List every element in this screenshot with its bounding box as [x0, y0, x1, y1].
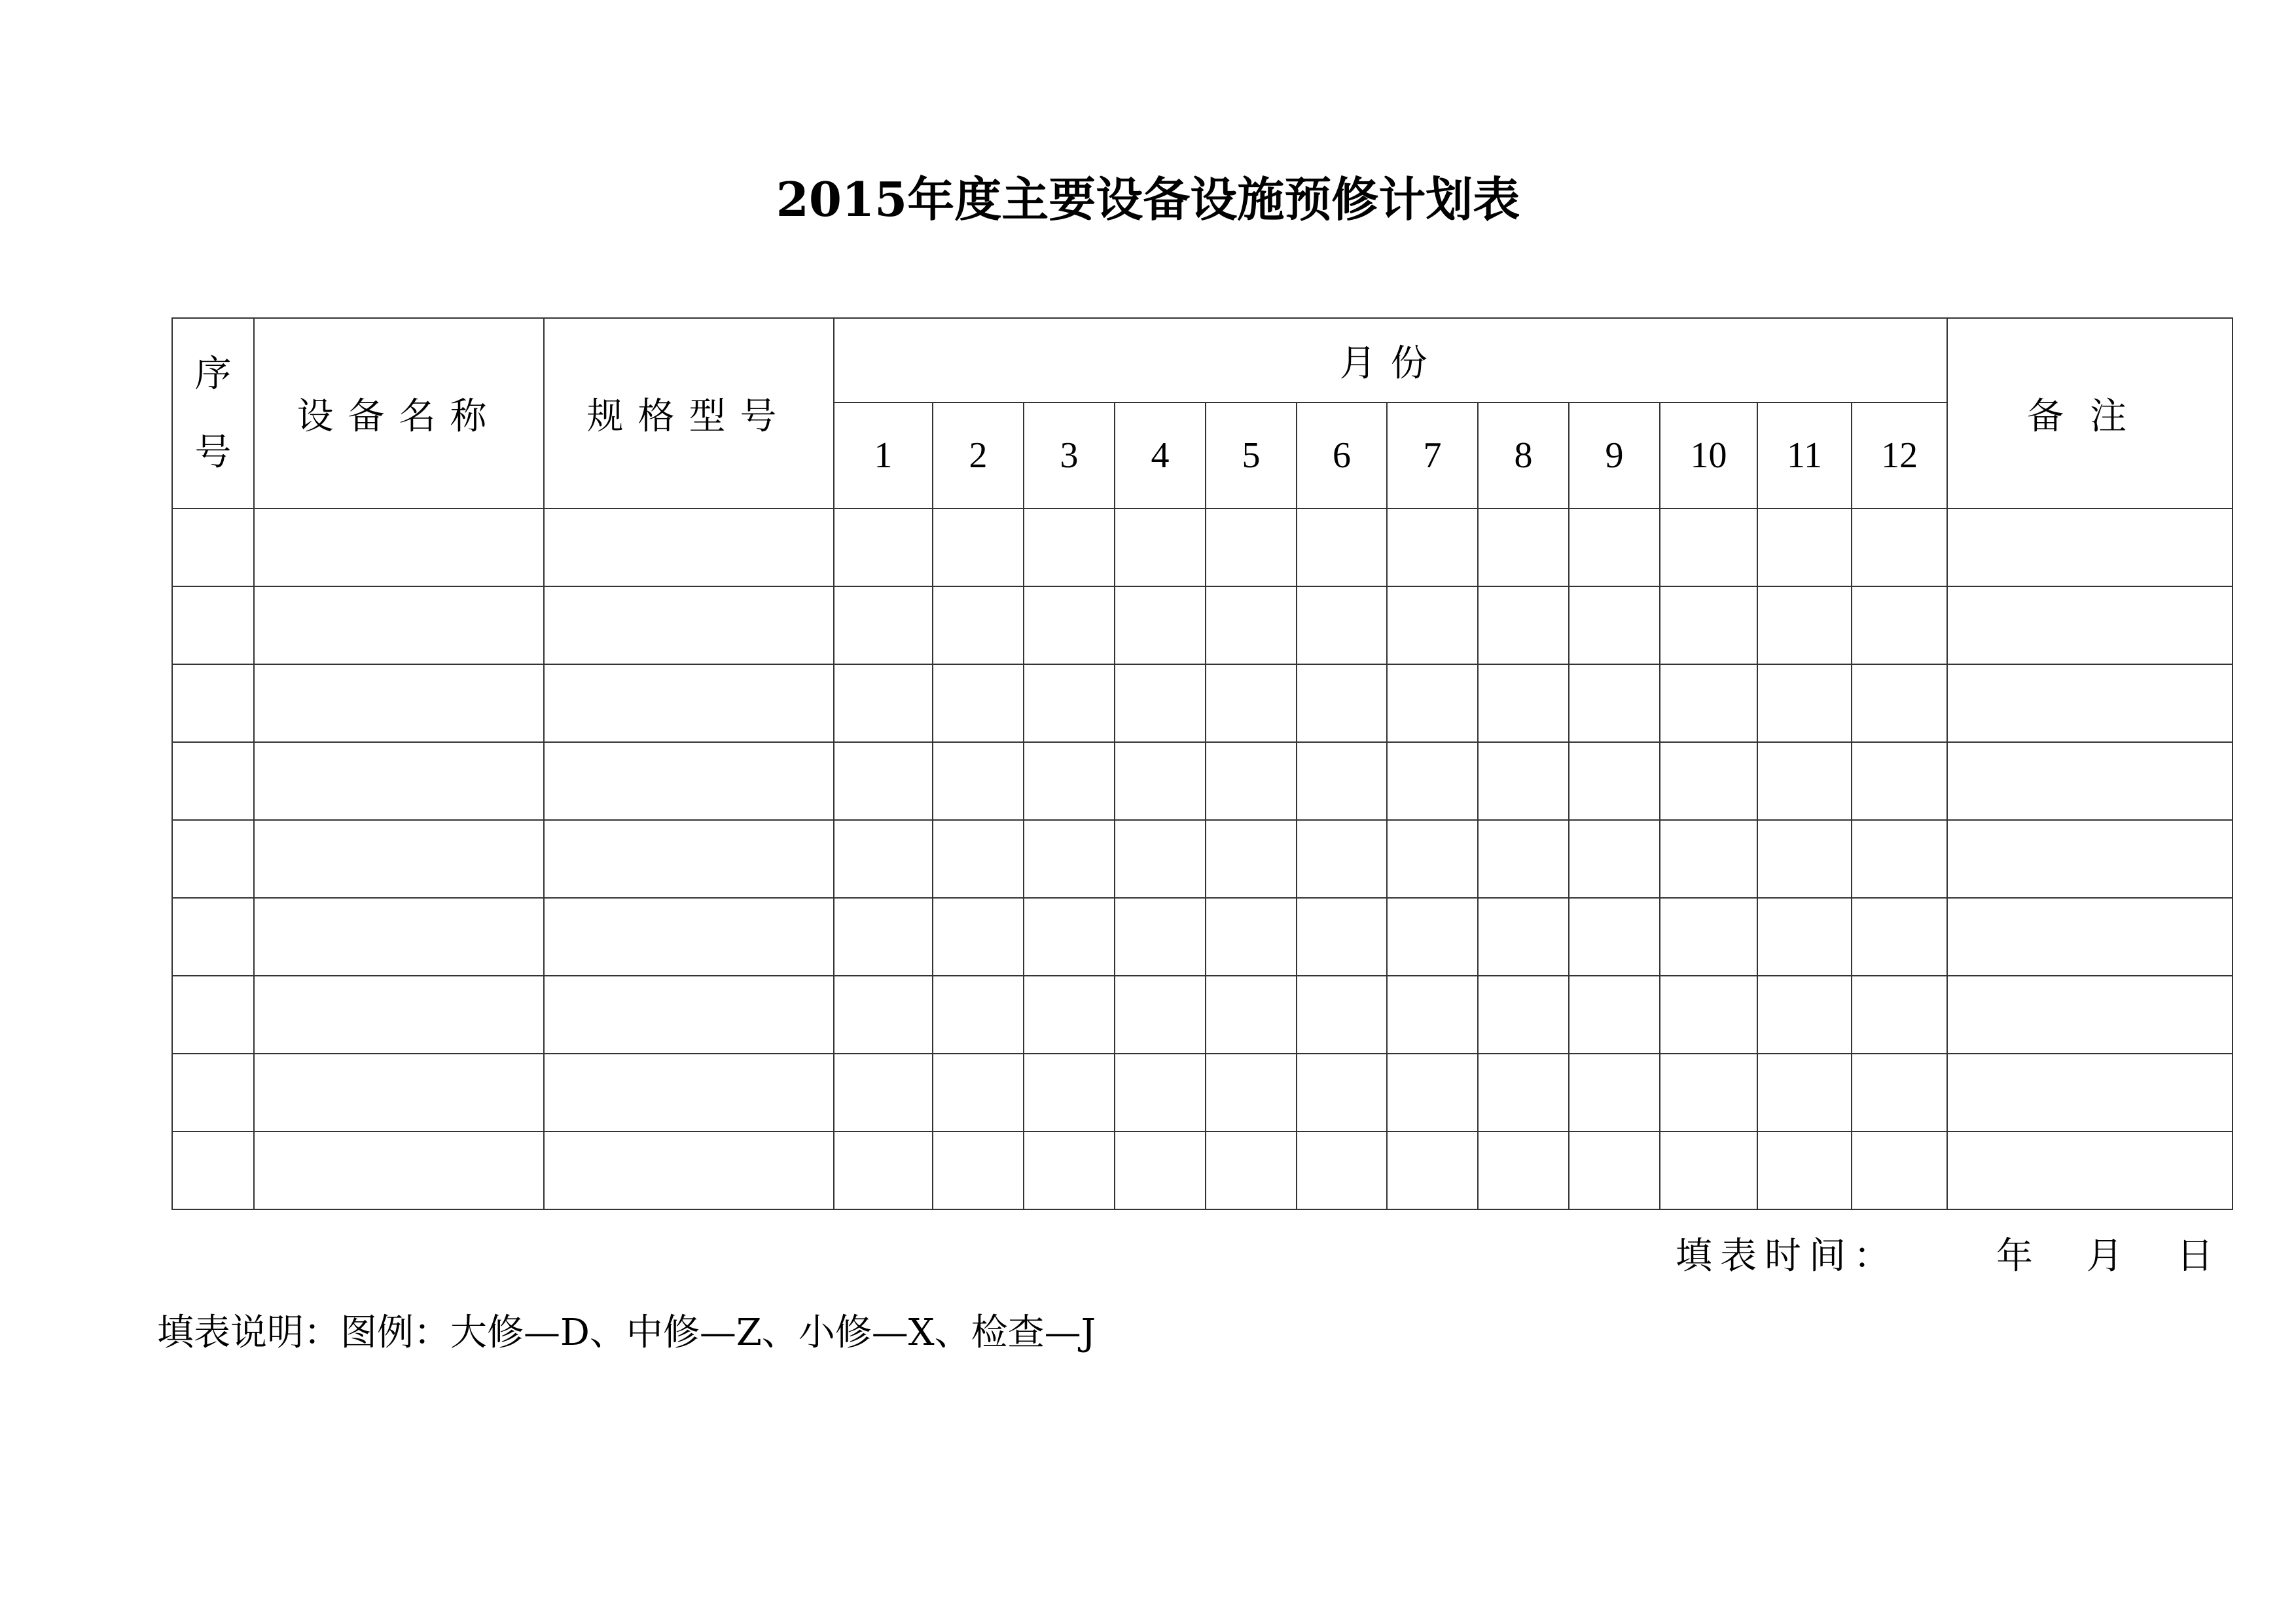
- table-cell[interactable]: [254, 1054, 544, 1132]
- table-cell[interactable]: [1852, 508, 1947, 586]
- table-cell[interactable]: [1757, 586, 1852, 664]
- table-cell[interactable]: [1852, 976, 1947, 1054]
- table-cell[interactable]: [834, 508, 933, 586]
- table-cell[interactable]: [1660, 1054, 1757, 1132]
- table-cell[interactable]: [254, 508, 544, 586]
- table-cell[interactable]: [1660, 508, 1757, 586]
- table-cell[interactable]: [544, 508, 834, 586]
- table-cell[interactable]: [1115, 586, 1206, 664]
- table-cell[interactable]: [544, 742, 834, 820]
- table-cell[interactable]: [1206, 508, 1297, 586]
- table-cell[interactable]: [1852, 1054, 1947, 1132]
- table-cell[interactable]: [254, 820, 544, 898]
- table-cell[interactable]: [1387, 664, 1478, 742]
- table-cell[interactable]: [1387, 586, 1478, 664]
- table-cell[interactable]: [1297, 976, 1387, 1054]
- header-month-4: 4: [1115, 402, 1206, 508]
- table-cell[interactable]: [1852, 664, 1947, 742]
- table-cell[interactable]: [834, 1054, 933, 1132]
- header-seq-top: 序: [194, 352, 232, 395]
- table-cell[interactable]: [172, 664, 254, 742]
- table-cell[interactable]: [1115, 742, 1206, 820]
- table-cell[interactable]: [1206, 976, 1297, 1054]
- table-row: [172, 586, 2233, 664]
- table-cell[interactable]: [1478, 898, 1569, 976]
- header-month-3: 3: [1024, 402, 1115, 508]
- table-cell[interactable]: [1387, 976, 1478, 1054]
- table-row: [172, 976, 2233, 1054]
- table-cell[interactable]: [1660, 898, 1757, 976]
- table-cell[interactable]: [1115, 508, 1206, 586]
- table-cell[interactable]: [1757, 1132, 1852, 1209]
- table-cell[interactable]: [1024, 1054, 1115, 1132]
- table-cell[interactable]: [1478, 820, 1569, 898]
- table-cell[interactable]: [1297, 820, 1387, 898]
- table-cell[interactable]: [1024, 664, 1115, 742]
- table-cell[interactable]: [1757, 664, 1852, 742]
- table-cell[interactable]: [1757, 820, 1852, 898]
- table-cell[interactable]: [172, 742, 254, 820]
- table-cell[interactable]: [1115, 664, 1206, 742]
- table-cell[interactable]: [1478, 664, 1569, 742]
- header-equipment-name: 设备名称: [254, 318, 544, 508]
- table-cell[interactable]: [1297, 508, 1387, 586]
- table-row: [172, 1132, 2233, 1209]
- table-cell[interactable]: [1024, 898, 1115, 976]
- table-cell[interactable]: [933, 976, 1024, 1054]
- table-cell[interactable]: [933, 586, 1024, 664]
- table-cell[interactable]: [1757, 976, 1852, 1054]
- table-cell[interactable]: [1206, 586, 1297, 664]
- table-cell[interactable]: [834, 898, 933, 976]
- table-cell[interactable]: [1569, 664, 1660, 742]
- table-cell[interactable]: [1852, 898, 1947, 976]
- header-month-12: 12: [1852, 402, 1947, 508]
- table-cell[interactable]: [1757, 1054, 1852, 1132]
- table-cell[interactable]: [1569, 1132, 1660, 1209]
- table-cell[interactable]: [933, 1132, 1024, 1209]
- table-cell[interactable]: [1569, 742, 1660, 820]
- header-spec-model: 规格型号: [544, 318, 834, 508]
- table-cell[interactable]: [544, 898, 834, 976]
- table-cell[interactable]: [172, 1132, 254, 1209]
- header-month-5: 5: [1206, 402, 1297, 508]
- page-title: 2015年度主要设备设施预修计划表: [776, 171, 1520, 227]
- table-cell[interactable]: [1947, 586, 2233, 664]
- table-cell[interactable]: [834, 820, 933, 898]
- table-cell[interactable]: [1852, 1132, 1947, 1209]
- table-cell[interactable]: [544, 1132, 834, 1209]
- table-cell[interactable]: [1569, 586, 1660, 664]
- table-cell[interactable]: [834, 664, 933, 742]
- table-cell[interactable]: [1569, 976, 1660, 1054]
- table-cell[interactable]: [1569, 898, 1660, 976]
- table-cell[interactable]: [1947, 820, 2233, 898]
- table-cell[interactable]: [1206, 664, 1297, 742]
- header-month-1: 1: [834, 402, 933, 508]
- table-cell[interactable]: [1757, 508, 1852, 586]
- table-cell[interactable]: [834, 1132, 933, 1209]
- table-cell[interactable]: [1387, 508, 1478, 586]
- table-cell[interactable]: [1387, 898, 1478, 976]
- table-cell[interactable]: [1947, 1132, 2233, 1209]
- fill-time-label: 填表时间：: [1676, 1235, 1898, 1277]
- table-cell[interactable]: [1387, 742, 1478, 820]
- table-cell[interactable]: [1024, 586, 1115, 664]
- header-seq: [172, 318, 254, 508]
- table-cell[interactable]: [544, 1054, 834, 1132]
- table-cell[interactable]: [933, 820, 1024, 898]
- table-cell[interactable]: [1947, 898, 2233, 976]
- table-cell[interactable]: [544, 976, 834, 1054]
- table-cell[interactable]: [172, 820, 254, 898]
- fill-time-date: 年 月 日: [1996, 1235, 2223, 1277]
- table-cell[interactable]: [1660, 976, 1757, 1054]
- table-cell[interactable]: [1297, 664, 1387, 742]
- table-cell[interactable]: [1115, 820, 1206, 898]
- table-cell[interactable]: [1478, 508, 1569, 586]
- maintenance-plan-table: [171, 317, 2233, 1210]
- table-cell[interactable]: [544, 586, 834, 664]
- table-cell[interactable]: [1569, 820, 1660, 898]
- table-cell[interactable]: [1387, 1132, 1478, 1209]
- table-cell[interactable]: [172, 586, 254, 664]
- table-cell[interactable]: [1660, 664, 1757, 742]
- table-cell[interactable]: [254, 976, 544, 1054]
- table-cell[interactable]: [1206, 820, 1297, 898]
- table-cell[interactable]: [172, 508, 254, 586]
- table-cell[interactable]: [1206, 1132, 1297, 1209]
- table-cell[interactable]: [254, 664, 544, 742]
- fill-instructions: 填表说明：图例：大修—D、中修—Z、小修—X、检查—J: [157, 1311, 1096, 1354]
- table-cell[interactable]: [254, 898, 544, 976]
- table-cell[interactable]: [1387, 820, 1478, 898]
- table-cell[interactable]: [544, 820, 834, 898]
- table-cell[interactable]: [1947, 1054, 2233, 1132]
- table-cell[interactable]: [1297, 1132, 1387, 1209]
- table-cell[interactable]: [1297, 898, 1387, 976]
- table-cell[interactable]: [1947, 742, 2233, 820]
- table-cell[interactable]: [1206, 742, 1297, 820]
- table-cell[interactable]: [1387, 1054, 1478, 1132]
- table-row: [172, 742, 2233, 820]
- header-month-2: 2: [933, 402, 1024, 508]
- table-row: [172, 664, 2233, 742]
- table-cell[interactable]: [1478, 976, 1569, 1054]
- table-cell[interactable]: [1947, 664, 2233, 742]
- table-cell[interactable]: [933, 1054, 1024, 1132]
- table-cell[interactable]: [544, 664, 834, 742]
- table-row: [172, 508, 2233, 586]
- table-cell[interactable]: [254, 1132, 544, 1209]
- table-cell[interactable]: [254, 586, 544, 664]
- header-seq-bottom: 号: [194, 431, 232, 474]
- table-row: [172, 898, 2233, 976]
- table-cell[interactable]: [1478, 1132, 1569, 1209]
- header-month-10: 10: [1660, 402, 1757, 508]
- table-cell[interactable]: [1478, 742, 1569, 820]
- table-cell[interactable]: [1024, 508, 1115, 586]
- table-cell[interactable]: [834, 742, 933, 820]
- table-cell[interactable]: [1660, 586, 1757, 664]
- table-cell[interactable]: [1852, 586, 1947, 664]
- table-cell[interactable]: [1478, 586, 1569, 664]
- table-cell[interactable]: [172, 898, 254, 976]
- table-cell[interactable]: [1757, 898, 1852, 976]
- header-month-6: 6: [1297, 402, 1387, 508]
- table-cell[interactable]: [1024, 1132, 1115, 1209]
- header-row-top: [172, 318, 2233, 402]
- table-cell[interactable]: [933, 664, 1024, 742]
- table-cell[interactable]: [1024, 742, 1115, 820]
- table-cell[interactable]: [933, 898, 1024, 976]
- table-row: [172, 1054, 2233, 1132]
- table-cell[interactable]: [1206, 1054, 1297, 1132]
- header-month-11: 11: [1757, 402, 1852, 508]
- header-month-8: 8: [1478, 402, 1569, 508]
- fill-time: [1676, 1230, 2223, 1283]
- table-cell[interactable]: [1478, 1054, 1569, 1132]
- table-cell[interactable]: [834, 976, 933, 1054]
- table-cell[interactable]: [1024, 820, 1115, 898]
- table-cell[interactable]: [834, 586, 933, 664]
- table-cell[interactable]: [1569, 1054, 1660, 1132]
- table-cell[interactable]: [1660, 1132, 1757, 1209]
- table-cell[interactable]: [1660, 742, 1757, 820]
- table-cell[interactable]: [1115, 1132, 1206, 1209]
- header-month-7: 7: [1387, 402, 1478, 508]
- table-cell[interactable]: [1852, 820, 1947, 898]
- table-cell[interactable]: [1569, 508, 1660, 586]
- table-cell[interactable]: [254, 742, 544, 820]
- table-cell[interactable]: [1206, 898, 1297, 976]
- table-cell[interactable]: [1660, 820, 1757, 898]
- table-cell[interactable]: [1757, 742, 1852, 820]
- table-cell[interactable]: [1024, 976, 1115, 1054]
- header-month-9: 9: [1569, 402, 1660, 508]
- table-cell[interactable]: [1297, 742, 1387, 820]
- table-cell[interactable]: [172, 976, 254, 1054]
- table-cell[interactable]: [1115, 976, 1206, 1054]
- header-remark: 备注: [1947, 318, 2233, 508]
- table-cell[interactable]: [1947, 976, 2233, 1054]
- header-months-group: 月份: [834, 318, 1947, 402]
- table-cell[interactable]: [172, 1054, 254, 1132]
- table-cell[interactable]: [1297, 1054, 1387, 1132]
- table-cell[interactable]: [1852, 742, 1947, 820]
- table-row: [172, 820, 2233, 898]
- table-cell[interactable]: [1115, 1054, 1206, 1132]
- table-cell[interactable]: [933, 508, 1024, 586]
- table-cell[interactable]: [933, 742, 1024, 820]
- table-cell[interactable]: [1297, 586, 1387, 664]
- table-cell[interactable]: [1115, 898, 1206, 976]
- table-cell[interactable]: [1947, 508, 2233, 586]
